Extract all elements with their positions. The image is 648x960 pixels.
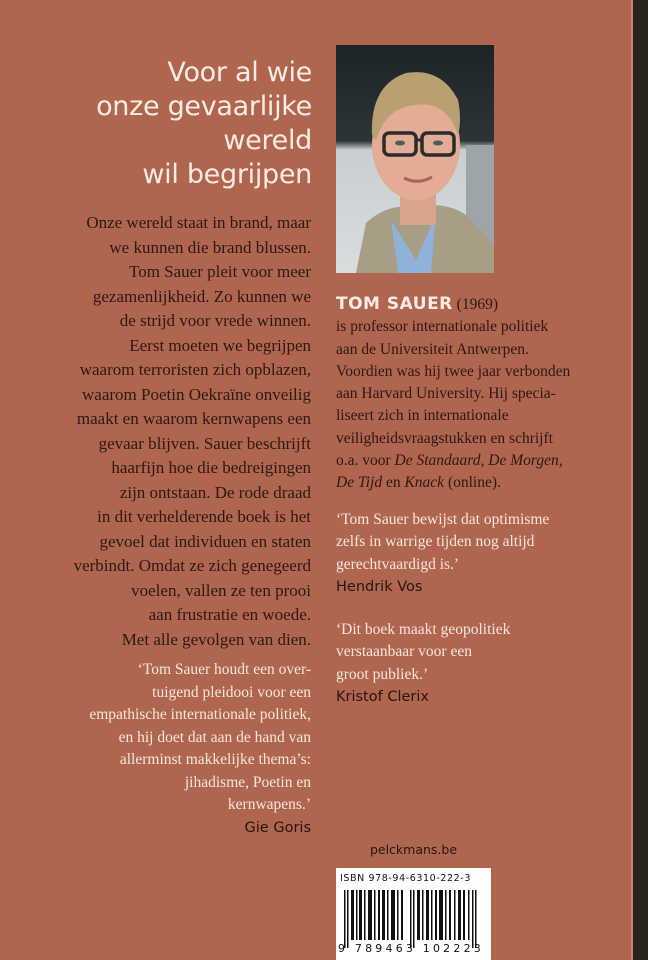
headline-line: wil begrijpen [142, 159, 312, 190]
blurb-line: maakt en waarom kernwapens een [76, 409, 311, 428]
blurb-line: we kunnen die brand blussen. [109, 237, 311, 257]
author-name: TOM SAUER [336, 294, 453, 314]
blurb-line: zijn ontstaan. De rode draad [119, 482, 311, 502]
bio-line: aan de Universiteit Antwerpen. [336, 340, 529, 358]
blurb-line: Met alle gevolgen van dien. [121, 629, 311, 649]
publisher-website: pelckmans.be [369, 842, 458, 857]
blurb-line: gevaar blijven. Sauer beschrijft [98, 433, 311, 453]
blurb-line: de strijd voor vrede winnen. [119, 311, 311, 330]
blurb-paragraph [20, 211, 311, 652]
bio-text: (online). [444, 474, 501, 492]
ean-digits: 9 789463 102223 [338, 942, 484, 955]
quote-line: jihadisme, Poetin en [184, 773, 311, 791]
bio-line: veiligheidsvraagstukken en schrijft [336, 429, 553, 447]
bio-line: Voordien was hij twee jaar verbonden [336, 362, 571, 380]
quote-line: en hij doet dat aan de hand van [118, 728, 311, 746]
publication-de-standaard: De Standaard [394, 452, 481, 470]
bio-line [336, 450, 626, 472]
blurb-line: Onze wereld staat in brand, maar [86, 213, 311, 232]
quote-line: tuigend pleidooi voor een [152, 683, 311, 701]
quote-line: gerechtvaardigd is.’ [336, 555, 460, 573]
bio-line: is professor internationale politiek [336, 318, 549, 336]
quote-line: groot publiek.’ [336, 665, 429, 683]
quote-line: kernwapens.’ [227, 796, 311, 813]
publication-knack: Knack [404, 474, 445, 492]
isbn-label: ISBN 978-94-6310-222-3 [340, 873, 471, 884]
headline [60, 56, 312, 192]
blurb-line: gezamenlijkheid. Zo kunnen we [92, 286, 311, 306]
blurb-line: haarfijn hoe die bedreigingen [111, 458, 311, 477]
quote-line: ‘Dit boek maakt geopolitiek [336, 621, 511, 638]
blurb-line: gevoel dat individuen en staten [99, 531, 311, 551]
bio-line: aan Harvard University. Hij specia- [336, 385, 556, 403]
bio-text: en [382, 474, 405, 492]
quote-author: Kristof Clerix [336, 688, 429, 705]
blurb-line: voelen, vallen ze ten prooi [131, 580, 311, 600]
blurb-line: Eerst moeten we begrijpen [129, 335, 311, 355]
quote-author: Hendrik Vos [336, 578, 423, 595]
headline-line: onze gevaarlijke [96, 91, 312, 122]
quote-author: Gie Goris [244, 819, 311, 836]
book-spine [633, 0, 648, 960]
review-quote-hendrik-vos [336, 509, 626, 598]
barcode-icon [344, 890, 484, 948]
author-birth-year: (1969) [456, 296, 498, 313]
quote-line: empathische internationale politiek, [89, 706, 311, 723]
blurb-line: waarom Poetin Oekraïne onveilig [82, 384, 311, 404]
portrait-illustration [336, 45, 494, 273]
publication-de-morgen: De Morgen, [488, 452, 563, 470]
quote-line: ‘Tom Sauer houdt een over- [137, 661, 311, 678]
author-bio [336, 293, 626, 495]
quote-line: ‘Tom Sauer bewijst dat optimisme [336, 511, 550, 528]
blurb-line: verbindt. Omdat ze zich genegeerd [73, 556, 311, 575]
blurb-line: Tom Sauer pleit voor meer [129, 262, 311, 281]
review-quote-kristof-clerix [336, 619, 626, 708]
bio-line: liseert zich in internationale [336, 407, 509, 425]
bio-line [336, 472, 626, 494]
review-quote-gie-goris [20, 659, 311, 839]
headline-line: Voor al wie [167, 57, 312, 88]
blurb-line: waarom terroristen zich opblazen, [79, 360, 311, 379]
headline-line: wereld [223, 125, 312, 156]
blurb-line: in dit verhelderende boek is het [97, 507, 311, 526]
isbn-barcode [336, 868, 491, 960]
bio-text: , [480, 452, 489, 470]
author-photo [336, 45, 494, 273]
publication-de-tijd: De Tijd [336, 474, 383, 492]
quote-line: allerminst makkelijke thema’s: [119, 751, 311, 768]
bio-text: o.a. voor [336, 452, 395, 470]
blurb-line: aan frustratie en woede. [148, 605, 311, 624]
quote-line: verstaanbaar voor een [336, 643, 472, 661]
quote-line: zelfs in warrige tijden nog altijd [336, 533, 535, 551]
